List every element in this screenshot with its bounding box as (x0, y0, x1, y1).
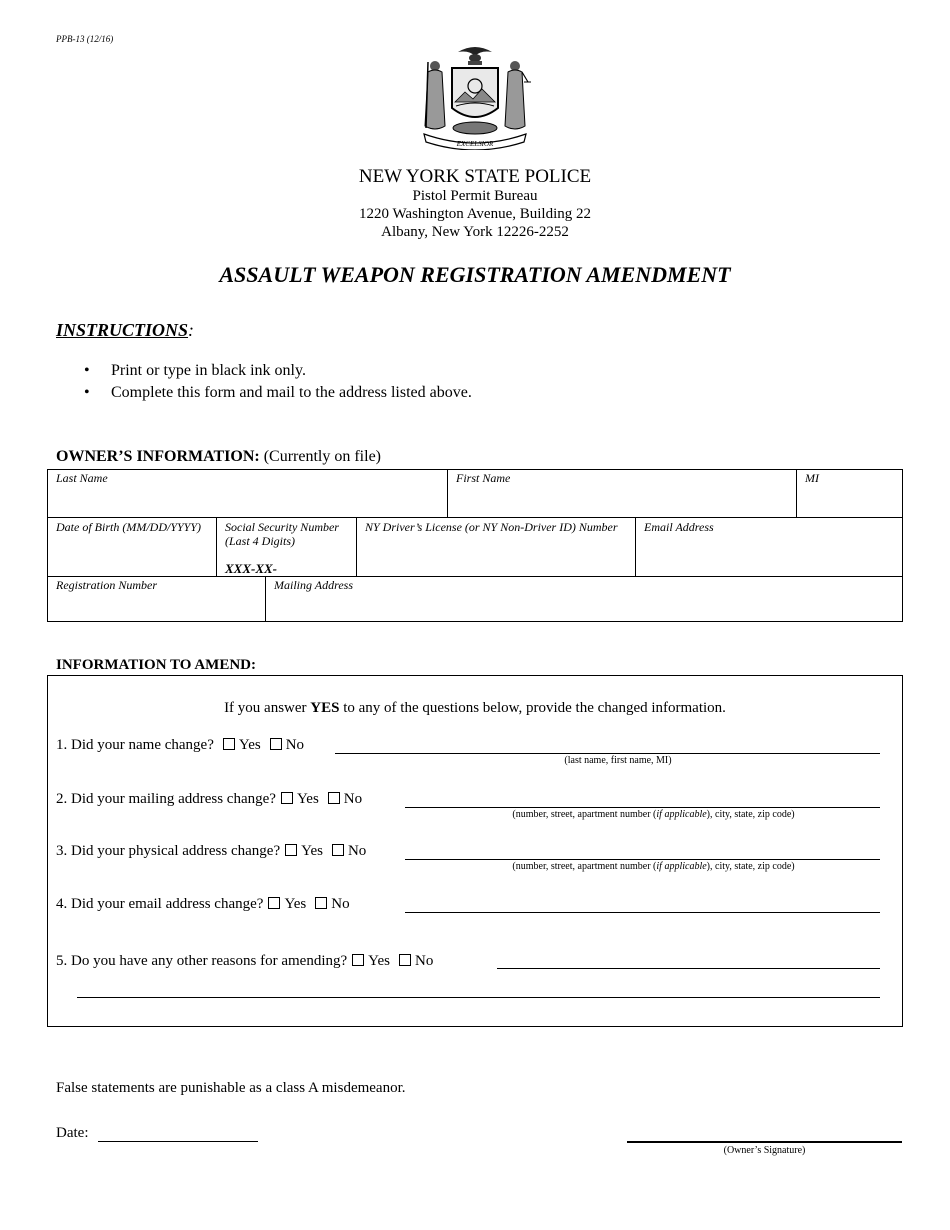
first-name-label: First Name (456, 471, 511, 485)
email-change-line[interactable] (405, 912, 880, 913)
signature-line[interactable] (627, 1141, 902, 1143)
mailing-change-no-checkbox[interactable] (328, 792, 340, 804)
mailing-address-field[interactable] (265, 576, 903, 622)
other-reasons-line-2[interactable] (77, 997, 880, 998)
amend-intro: If you answer YES to any of the questions below, provide the changed information. (224, 700, 726, 716)
ssn-label: Social Security Number (225, 520, 339, 534)
name-change-no-checkbox[interactable] (270, 738, 282, 750)
mailing-change-yes-checkbox[interactable] (281, 792, 293, 804)
seal-motto: EXCELSIOR (456, 140, 494, 148)
ssn-mask: XXX-XX- (225, 561, 278, 576)
registration-number-label: Registration Number (56, 578, 157, 592)
name-change-caption: (last name, first name, MI) (564, 755, 672, 766)
instructions-list (84, 360, 472, 404)
agency-name: NEW YORK STATE POLICE (358, 166, 592, 187)
email-label: Email Address (644, 520, 714, 534)
instructions-heading: INSTRUCTIONS: (56, 320, 195, 340)
email-change-no-checkbox[interactable] (315, 897, 327, 909)
mailing-change-caption: (number, street, apartment number (if applicable), city, state, zip code) (512, 809, 795, 820)
instruction-item: • Complete this form and mail to the address listed above. (84, 382, 472, 404)
mailing-change-line[interactable] (405, 807, 880, 808)
other-reasons-yes-checkbox[interactable] (352, 954, 364, 966)
date-line[interactable] (98, 1141, 258, 1142)
owner-info-heading: OWNER’S INFORMATION: (Currently on file) (56, 448, 381, 465)
physical-change-line[interactable] (405, 859, 880, 860)
physical-change-yes-checkbox[interactable] (285, 844, 297, 856)
date-label: Date: (56, 1125, 89, 1141)
license-label: NY Driver’s License (or NY Non-Driver ID) Number (365, 520, 618, 534)
name-change-yes-checkbox[interactable] (223, 738, 235, 750)
question-name-change: 1. Did your name change? Yes No (56, 737, 305, 753)
name-change-line[interactable] (335, 753, 880, 754)
dob-label: Date of Birth (MM/DD/YYYY) (56, 520, 202, 534)
form-code: PPB-13 (12/16) (56, 34, 114, 44)
form-title: ASSAULT WEAPON REGISTRATION AMENDMENT (219, 262, 731, 287)
mailing-address-label: Mailing Address (274, 578, 354, 592)
signature-caption: (Owner’s Signature) (723, 1145, 806, 1156)
address-line-1: 1220 Washington Avenue, Building 22 (359, 206, 591, 222)
new-york-state-seal (418, 42, 532, 150)
last-name-label: Last Name (56, 471, 108, 485)
ssn-sublabel: (Last 4 Digits) (225, 534, 296, 548)
mi-label: MI (805, 471, 819, 485)
physical-change-caption: (number, street, apartment number (if applicable), city, state, zip code) (512, 861, 795, 872)
amend-heading: INFORMATION TO AMEND: (56, 657, 257, 673)
question-physical-change: 3. Did your physical address change? Yes No (56, 843, 367, 859)
question-email-change: 4. Did your email address change? Yes No (56, 896, 350, 912)
question-other-reasons: 5. Do you have any other reasons for amending? Yes No (56, 953, 434, 969)
question-mailing-change: 2. Did your mailing address change? Yes No (56, 791, 363, 807)
instruction-item: • Print or type in black ink only. (84, 360, 472, 382)
bureau-name: Pistol Permit Bureau (412, 188, 538, 204)
physical-change-no-checkbox[interactable] (332, 844, 344, 856)
false-statement-warning: False statements are punishable as a class A misdemeanor. (56, 1080, 406, 1096)
address-line-2: Albany, New York 12226-2252 (381, 224, 569, 240)
email-change-yes-checkbox[interactable] (268, 897, 280, 909)
other-reasons-line[interactable] (497, 968, 880, 969)
other-reasons-no-checkbox[interactable] (399, 954, 411, 966)
